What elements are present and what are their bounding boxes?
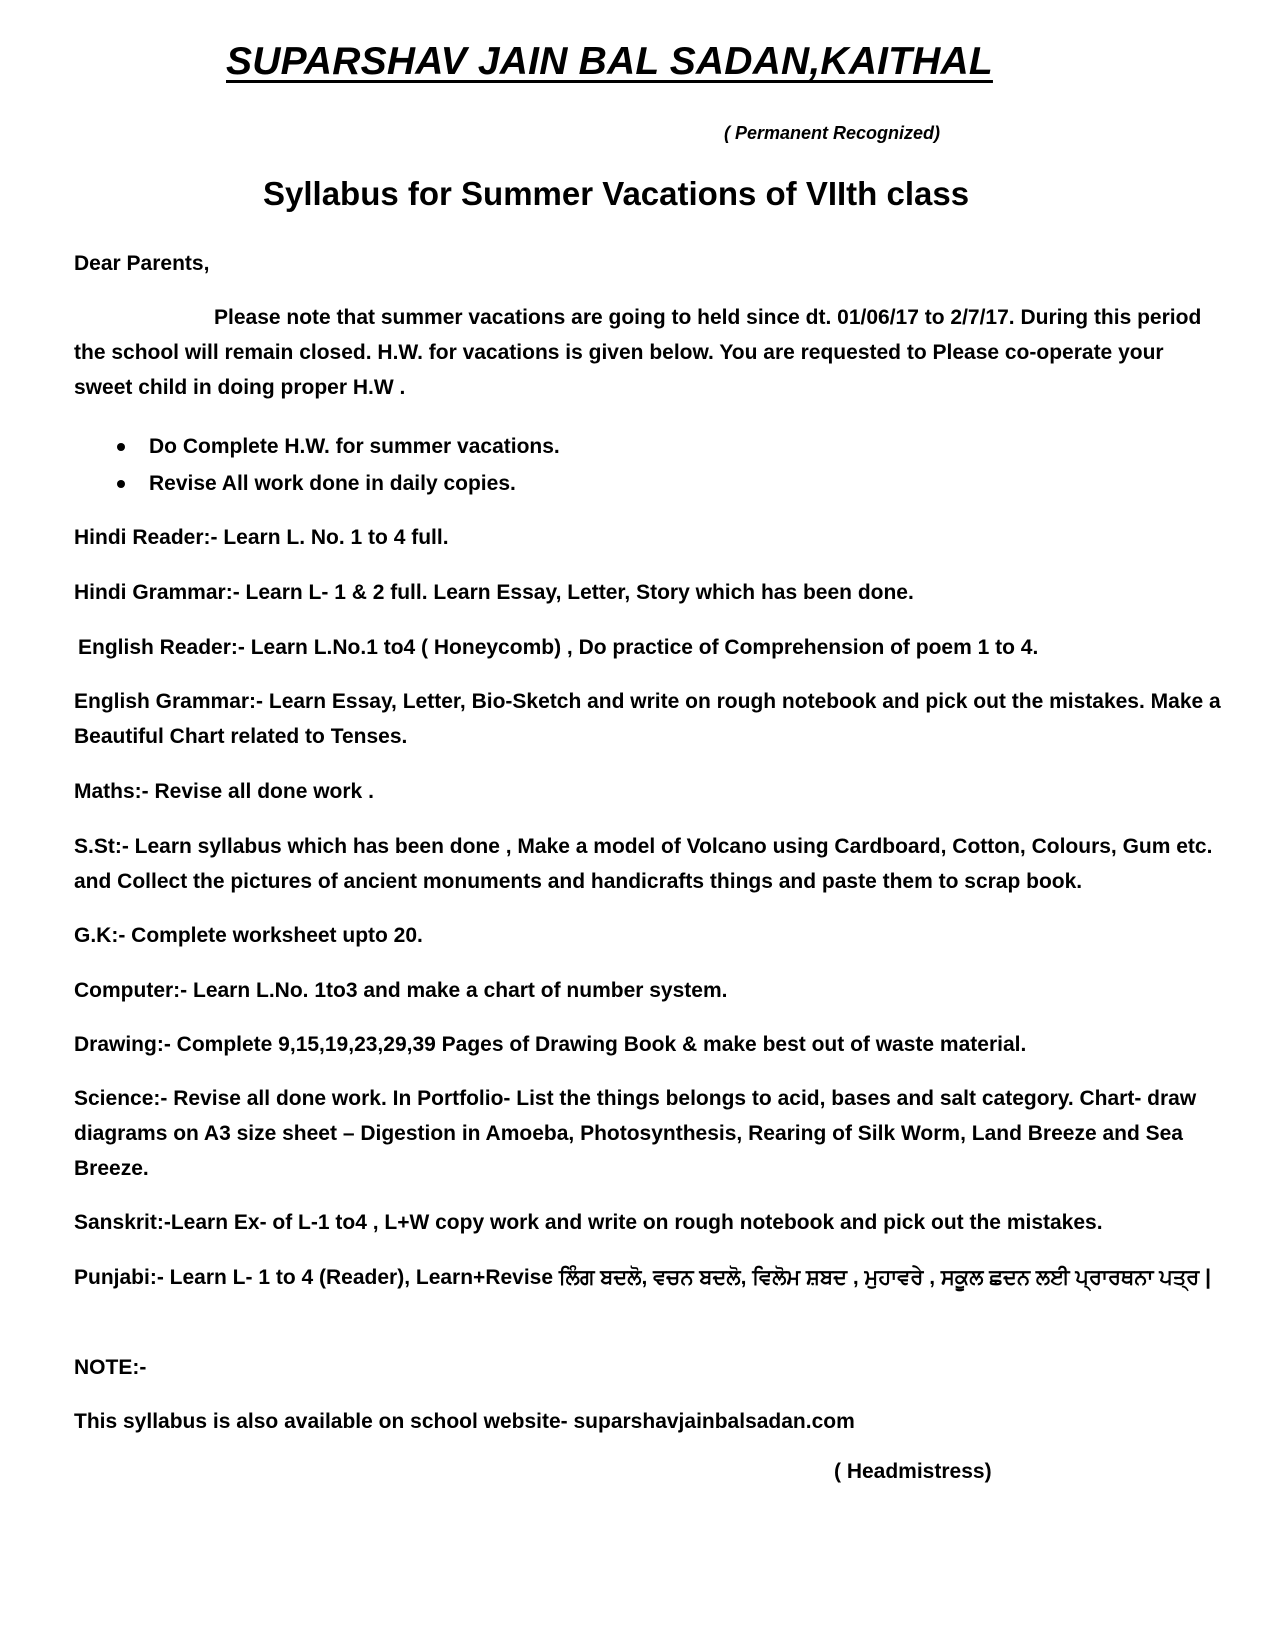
subject-sanskrit: Sanskrit:-Learn Ex- of L-1 to4 , L+W copy work and write on rough notebook and pick out the mistakes. (74, 1211, 1103, 1234)
greeting: Dear Parents, (74, 252, 210, 275)
subject-punjabi: Punjabi:- Learn L- 1 to 4 (Reader), Learn+Revise ਲਿੰਗ ਬਦਲੋ, ਵਚਨ ਬਦਲੋ, ਵਿਲੋਮ ਸ਼ਬਦ , ਮੁਹਾਵਰੇ , ਸਕੂਲ ਛਦਨ ਲਈ ਪ੍ਰਾਰਥਨਾ ਪਤ੍ਰ | (74, 1266, 1212, 1289)
subject-drawing: Drawing:- Complete 9,15,19,23,29,39 Pages of Drawing Book & make best out of waste material. (74, 1033, 1027, 1056)
instruction-list (74, 428, 560, 502)
note-label: NOTE:- (74, 1356, 147, 1379)
subject-english-reader: English Reader:- Learn L.No.1 to4 ( Honeycomb) , Do practice of Comprehension of poem 1 to 4. (78, 636, 1039, 659)
list-item-text: Do Complete H.W. for summer vacations. (149, 435, 560, 458)
list-item-text: Revise All work done in daily copies. (149, 472, 516, 495)
subject-hindi-reader: Hindi Reader:- Learn L. No. 1 to 4 full. (74, 526, 449, 549)
subject-hindi-grammar: Hindi Grammar:- Learn L- 1 & 2 full. Learn Essay, Letter, Story which has been done. (74, 581, 914, 604)
list-item (74, 465, 560, 502)
subject-english-grammar: English Grammar:- Learn Essay, Letter, Bio-Sketch and write on rough notebook and pick out the mistakes. Make a Beautiful Chart related to Tenses. (74, 690, 1221, 748)
signature-headmistress: ( Headmistress) (834, 1460, 992, 1483)
bullet-icon (117, 480, 125, 488)
intro-paragraph: Please note that summer vacations are going to held since dt. 01/06/17 to 2/7/17. During this period the school will remain closed. H.W. for vacations is given below. You are requested to Please co-operate your sweet child in doing proper H.W . (74, 306, 1202, 399)
subject-social-studies: S.St:- Learn syllabus which has been done , Make a model of Volcano using Cardboard, Cotton, Colours, Gum etc. and Collect the pictures of ancient monuments and handicrafts things and paste them to scrap book. (74, 835, 1213, 893)
list-item (74, 428, 560, 465)
document-title: Syllabus for Summer Vacations of VIIth class (263, 175, 970, 212)
school-name-heading: SUPARSHAV JAIN BAL SADAN,KAITHAL (226, 40, 993, 83)
bullet-icon (117, 443, 125, 451)
subject-computer: Computer:- Learn L.No. 1to3 and make a chart of number system. (74, 979, 728, 1002)
subject-science: Science:- Revise all done work. In Portfolio- List the things belongs to acid, bases and salt category. Chart- draw diagrams on A3 size sheet – Digestion in Amoeba, Photosynthesis, Rearing of Silk Worm, Land Breeze and Sea Breeze. (74, 1087, 1197, 1180)
recognition-status: ( Permanent Recognized) (724, 123, 941, 143)
website-notice: This syllabus is also available on school website- suparshavjainbalsadan.com (74, 1410, 855, 1433)
subject-maths: Maths:- Revise all done work . (74, 780, 374, 803)
subject-general-knowledge: G.K:- Complete worksheet upto 20. (74, 924, 423, 947)
